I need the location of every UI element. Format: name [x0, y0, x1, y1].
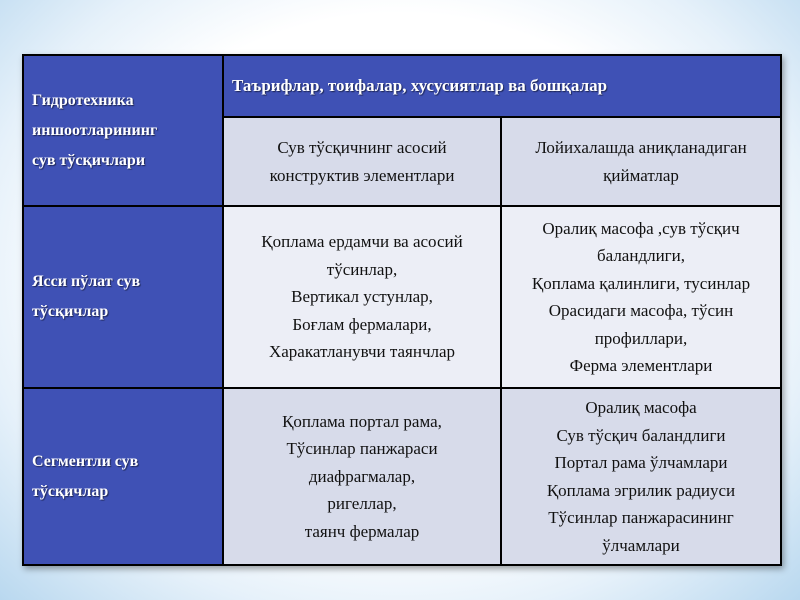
cell-line: профиллари,: [594, 328, 688, 348]
corner-header-cell: [23, 55, 223, 206]
corner-header-line: Гидротехника: [32, 91, 134, 109]
cell-line: Сув тўсқич баландлиги: [556, 425, 726, 445]
row-header-line: Сегментли сув: [32, 452, 139, 470]
subheader-line: қийматлар: [603, 165, 679, 185]
definitions-table: [22, 54, 782, 566]
flat-gate-elements-cell: [223, 206, 501, 388]
cell-line: Оралиқ масофа ,сув тўсқич: [542, 218, 740, 238]
cell-line: Қоплама портал рама,: [282, 411, 442, 431]
cell-line: Қоплама қалинлиги, тусинлар: [531, 273, 751, 293]
row-header-flat-gate: [23, 206, 223, 388]
cell-line: ўлчамлари: [602, 535, 680, 555]
cell-line: Харакатланувчи таянчлар: [268, 342, 456, 362]
top-header-cell: [223, 55, 781, 117]
row-header-segment-gate: [23, 388, 223, 565]
cell-line: ригеллар,: [327, 494, 397, 514]
cell-line: Қоплама эгрилик радиуси: [546, 480, 736, 500]
cell-line: тўсинлар,: [326, 259, 398, 279]
subheader-line: Лойихалашда аниқланадиган: [535, 138, 747, 157]
subheader-line: конструктив элементлари: [269, 165, 455, 185]
corner-header-line: сув тўсқичлари: [32, 151, 146, 169]
cell-line: диафрагмалар,: [308, 466, 416, 486]
cell-line: Тўсинлар панжарасининг: [548, 508, 734, 527]
cell-line: Тўсинлар панжараси: [286, 439, 438, 459]
flat-gate-values-cell: [501, 206, 781, 388]
cell-line: таянч фермалар: [304, 521, 420, 541]
row-header-line: тўсқичлар: [32, 303, 109, 320]
subheader-line: Сув тўсқичнинг асосий: [277, 138, 447, 157]
cell-line: Қоплама ердамчи ва асосий: [261, 232, 463, 252]
segment-gate-values-cell: [501, 388, 781, 565]
cell-line: Боғлам фермалари,: [292, 314, 432, 334]
cell-line: баландлиги,: [596, 246, 686, 265]
row-header-line: Ясси пўлат сув: [32, 273, 141, 290]
top-header-text: Таърифлар, тоифалар, хусусиятлар ва бошқалар: [232, 76, 608, 95]
corner-header-line: иншоотларининг: [32, 121, 158, 139]
segment-gate-elements-cell: [223, 388, 501, 565]
subheader-elements-cell: [223, 117, 501, 206]
cell-line: Ферма элементлари: [569, 356, 713, 375]
cell-line: Портал рама ўлчамлари: [554, 453, 728, 472]
cell-line: Оралиқ масофа: [585, 398, 697, 417]
cell-line: Орасидаги масофа, тўсин: [548, 301, 734, 320]
subheader-values-cell: [501, 117, 781, 206]
cell-line: Вертикал устунлар,: [291, 287, 433, 307]
row-header-line: тўсқичлар: [32, 482, 109, 500]
